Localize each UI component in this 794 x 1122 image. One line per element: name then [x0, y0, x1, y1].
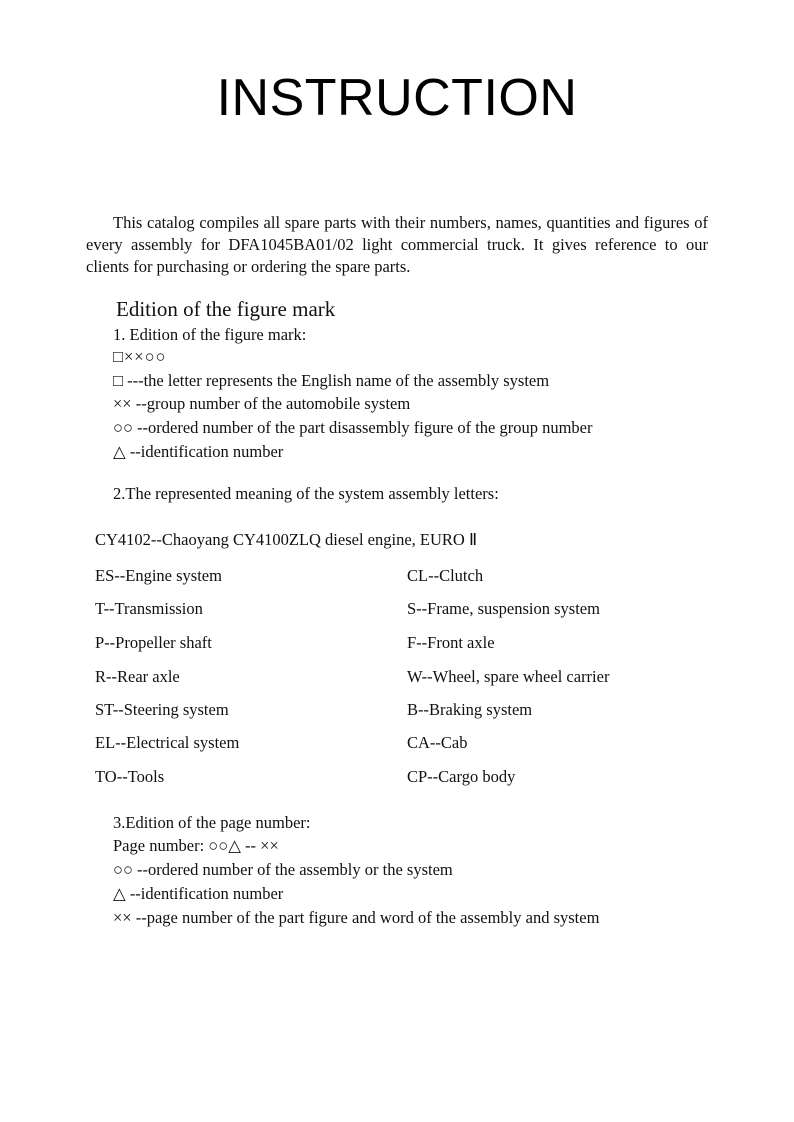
figure-mark-line-group: ×× --group number of the automobile system [113, 394, 411, 413]
letters-heading: 2.The represented meaning of the system assembly letters: [113, 484, 499, 503]
letter-code-left: P--Propeller shaft [95, 633, 212, 652]
page-title: INSTRUCTION [216, 69, 578, 127]
letter-code-right: CP--Cargo body [407, 767, 516, 786]
letter-code-right: S--Frame, suspension system [407, 599, 600, 618]
figure-mark-heading: Edition of the figure mark [116, 297, 336, 321]
figure-mark-line-identification: △ --identification number [113, 442, 284, 461]
page-number-format: Page number: ○○△ -- ×× [113, 836, 279, 855]
letter-code-right: F--Front axle [407, 633, 495, 652]
letter-code-left: ES--Engine system [95, 566, 222, 585]
letter-code-right: B--Braking system [407, 700, 533, 719]
intro-paragraph: This catalog compiles all spare parts with their numbers, names, quantities and figures of every assembly for DFA1045BA01/02 light commercial truck. It gives reference to our clients for purchasing or ordering the spare parts. [86, 213, 708, 276]
engine-line: CY4102--Chaoyang CY4100ZLQ diesel engine, EURO Ⅱ [95, 530, 478, 549]
letter-code-right: CA--Cab [407, 733, 468, 752]
letter-code-right: CL--Clutch [407, 566, 484, 585]
page-number-line-page: ×× --page number of the part figure and word of the assembly and system [113, 908, 600, 927]
figure-mark-pattern: □××○○ [113, 347, 167, 366]
letter-code-left: TO--Tools [95, 767, 165, 786]
figure-mark-line-ordered: ○○ --ordered number of the part disassembly figure of the group number [113, 418, 593, 437]
letter-code-right: W--Wheel, spare wheel carrier [407, 667, 610, 686]
letter-code-left: T--Transmission [95, 599, 203, 618]
figure-mark-line-letter: □ ---the letter represents the English name of the assembly system [113, 371, 550, 390]
letter-code-left: EL--Electrical system [95, 733, 240, 752]
page-number-line-identification: △ --identification number [113, 884, 284, 903]
page-number-heading: 3.Edition of the page number: [113, 813, 311, 832]
letter-code-left: R--Rear axle [95, 667, 180, 686]
figure-mark-item-1: 1. Edition of the figure mark: [113, 325, 307, 344]
letter-code-left: ST--Steering system [95, 700, 229, 719]
page-number-line-ordered: ○○ --ordered number of the assembly or the system [113, 860, 453, 879]
